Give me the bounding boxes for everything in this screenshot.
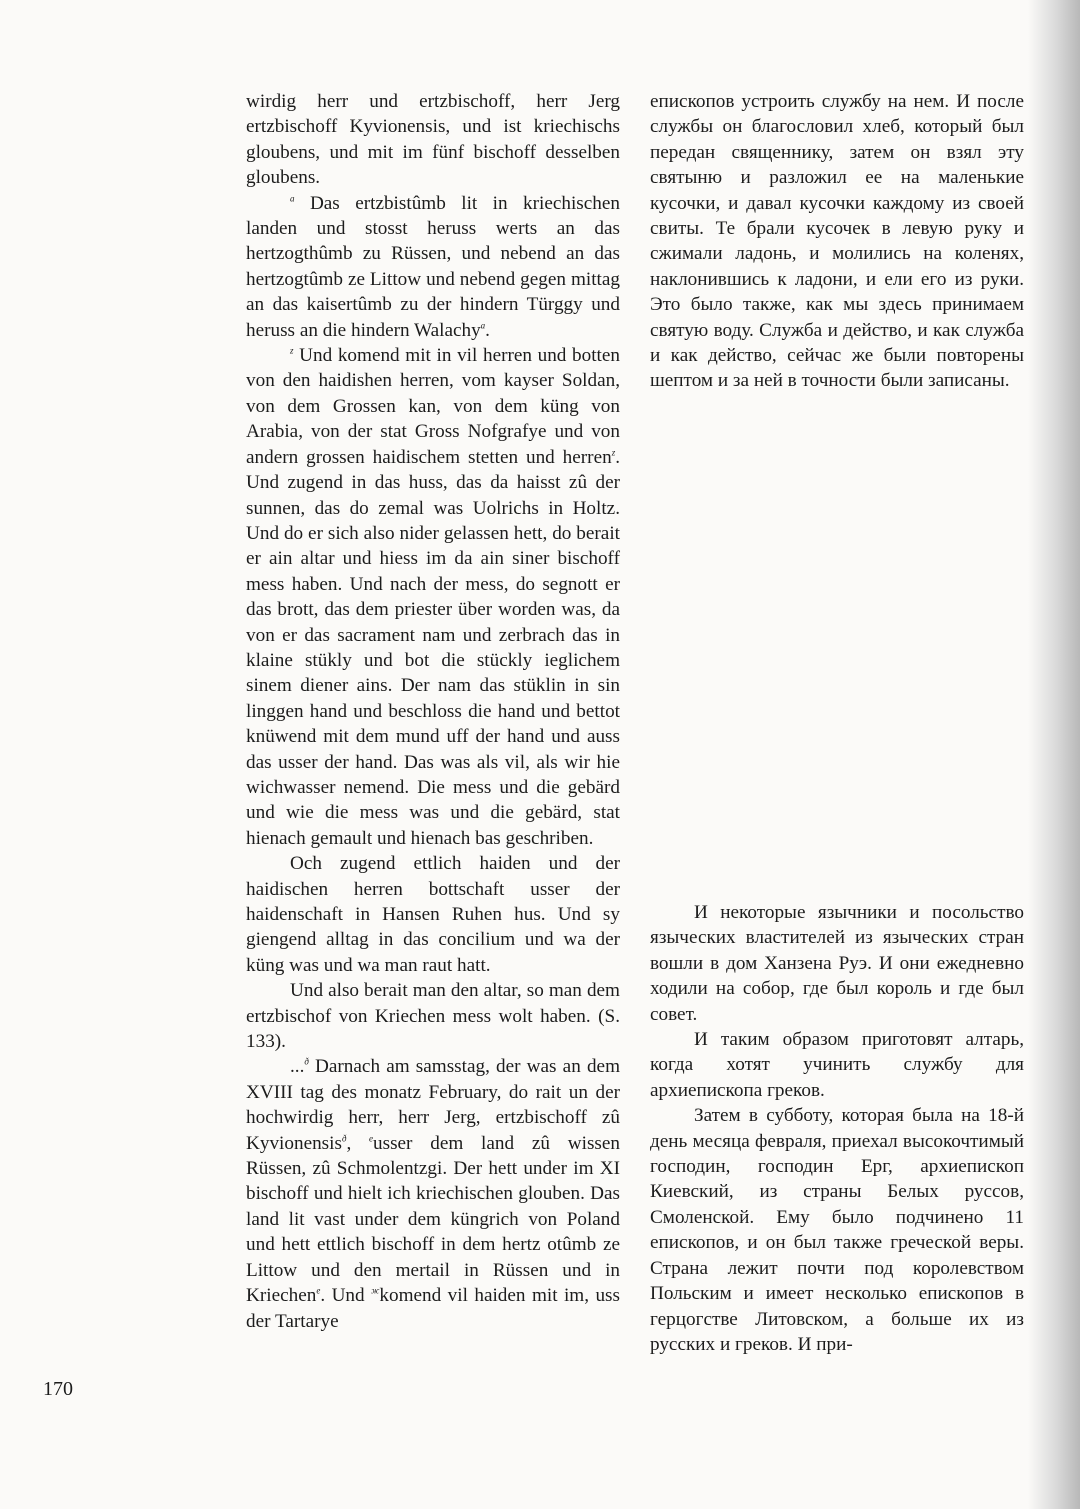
paragraph: ...$^ð$ Darnach am samsstag, der was an dem XVIII tag des monatz February, do rait un der hochwirdig herr, herr Jerg, ertzbischoff zû Kyvionensis$^ð$, $^e$usser dem land zû wissen Rüssen, zû Schmolentzgi. Der hett under im XI bischoff und hielt ich kriechischen glouben. Das land lit vast under dem küngrich von Poland und hett ettlich bischoff in dem hertz otûmb ze Littow und den mertail in Rüssen und in Kriechen$^e$. Und $^ж$komend vil haiden mit im, uss der Tartarye	[246, 1056, 620, 1332]
russian-text-column-bottom	[650, 900, 1024, 1357]
paragraph: Und also berait man den altar, so man dem ertzbischof von Kriechen mess wolt haben. (S. 133).	[246, 980, 620, 1053]
footnote-marker: ж	[371, 1285, 380, 1296]
footnote-marker: z	[290, 345, 294, 356]
footnote-marker: ð	[341, 1133, 347, 1144]
footnote-marker: ð	[304, 1057, 309, 1068]
paragraph: Och zugend ettlich haiden und der haidischen herren bottschaft usser der haidenschaft in Hansen Ruhen hus. Und sy giengend alltag in das concilium und wa der küng was und wa man raut hatt.	[246, 853, 620, 976]
german-text-column	[246, 89, 620, 1334]
footnote-marker: a	[290, 193, 295, 204]
page-edge-shadow	[1028, 0, 1080, 1509]
russian-text-column-top	[650, 89, 1024, 394]
paragraph: И некоторые язычники и посольство языческих властителей из языческих стран вошли в дом Ханзена Руэ. И они ежедневно ходили на собор, где был король и где был совет.	[650, 902, 1024, 1025]
page-number: 170	[43, 1378, 73, 1400]
paragraph: $^a$ Das ertzbistûmb lit in kriechischen landen und stosst heruss werts an das hertzogthûmb zu Rüssen, und nebend an das hertzogtûmb ze Littow und nebend gegen mittag an das kaisertûmb zu der hindern Türggy und heruss an die hindern Walachy$^a$.	[246, 192, 620, 341]
paragraph: епископов устроить службу на нем. И после службы он благословил хлеб, который был передан священнику, затем он взял эту святыню и разложил ее на маленькие кусочки, и давал кусочки каждому из своей свиты. Те брали кусочек в левую руку и сжимали ладонь, и молились на коленях, наклонившись к ладони, и ели его из руки. Это было также, как мы здесь принимаем святую воду. Служба и действо, и как служба и как действо, сейчас же были повторены шептом и за ней в точности были записаны.	[650, 91, 1024, 392]
paragraph: wirdig herr und ertzbischoff, herr Jerg ertzbischoff Kyvionensis, und ist kriechischs gloubens, und mit im fünf bischoff desselben gloubens.	[246, 91, 620, 189]
paragraph: $^z$ Und komend mit in vil herren und botten von den haidishen herren, vom kayser Soldan, von dem Grossen kan, von dem küng von Arabia, von der stat Gross Nofgrafye und von andern grossen haidischem stetten und herren$^z$. Und zugend in das huss, das da haisst zû der sunnen, das do zemal was Uolrichs in Holtz. Und do er sich also nider gelassen hett, do berait er ain altar und hiess im da ain siner bischoff mess haben. Und nach der mess, do segnott er das brott, das dem priester über worden was, da von er das sacrament nam und zerbrach das in klaine stükly und bot die stückly ieglichem sinem diener ains. Der nam das stüklin in sin linggen hand und beschloss die hand und bettot knüwend mit dem mund uff der hand und auss das usser der hand. Das was als vil, als wir hie wichwasser nemend. Die mess und die gebärd und wie die mess was und die gebärd, stat hienach gemault und hienach bas geschriben.	[246, 345, 620, 849]
footnote-marker: z	[611, 447, 616, 458]
paragraph: И таким образом приготовят алтарь, когда хотят учинить службу для архиепископа греков.	[650, 1029, 1024, 1101]
footnote-marker: a	[480, 320, 486, 331]
paragraph: Затем в субботу, которая была на 18-й день месяца февраля, приехал высокочтимый господин, господин Ерг, архиепископ Киевский, из страны Белых руссов, Смоленской. Ему было подчинено 11 епископов, и он был также греческой веры. Страна лежит почти под королевством Польским и имеет несколько епископов в герцогстве Литовском, а больше их из русских и греков. И при-	[650, 1105, 1024, 1355]
footnote-marker: e	[369, 1133, 374, 1144]
footnote-marker: e	[316, 1285, 321, 1296]
